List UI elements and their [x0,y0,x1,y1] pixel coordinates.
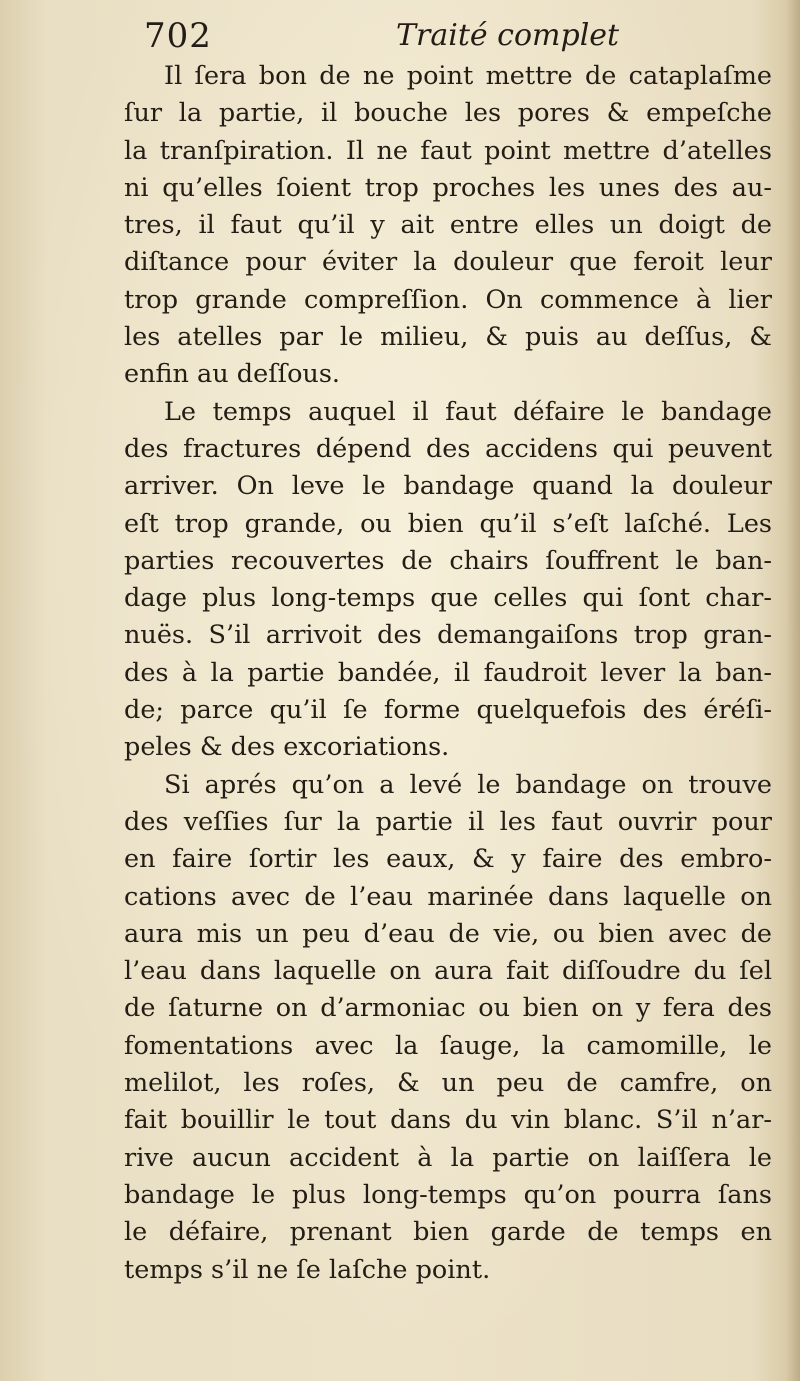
text-line: ni qu’elles ſoient trop proches les unes des au- [124,172,772,203]
text-line: l’eau dans laquelle on aura fait diſſoudre du ſel [124,956,772,987]
text-line: bandage le plus long-temps qu’on pourra ſans [124,1179,772,1210]
text-line: enfin au deſſous. [124,359,341,390]
text-line: temps s’il ne ſe laſche point. [124,1254,491,1285]
text-line: de ſaturne on d’armoniac ou bien on y fera des [124,993,772,1024]
text-line: Le temps auquel il faut défaire le bandage [164,396,772,427]
text-line: la tranſpiration. Il ne faut point mettre d’atelles [124,135,772,166]
text-line: parties recouvertes de chairs ſouffrent le ban- [124,545,772,576]
text-line: diſtance pour éviter la douleur que feroit leur [124,247,772,278]
text-line: les atelles par le milieu, & puis au deſſus, & [124,322,772,353]
text-line: des fractures dépend des accidens qui peuvent [124,433,772,464]
page-header [144,16,644,60]
text-line: arriver. On leve le bandage quand la douleur [124,471,772,502]
text-line: le défaire, prenant bien garde de temps en [124,1217,772,1248]
page-number: 702 [144,16,212,56]
text-line: trop grande compreſſion. On commence à lier [124,284,772,315]
text-line: fomentations avec la ſauge, la camomille, le [124,1030,772,1061]
text-line: fait bouillir le tout dans du vin blanc. S’il n’ar- [124,1105,772,1136]
text-line: des à la partie bandée, il faudroit lever la ban- [124,657,772,688]
running-title: Traité complet [396,18,620,53]
text-line: ſur la partie, il bouche les pores & empeſche [124,98,772,129]
text-line: des veſſies ſur la partie il les faut ouvrir pour [124,806,772,837]
text-line: tres, il faut qu’il y ait entre elles un doigt de [124,210,772,241]
body-text [124,58,772,1289]
text-line: dage plus long-temps que celles qui ſont char- [124,583,772,614]
text-line: Il ſera bon de ne point mettre de cataplaſme [164,61,772,91]
text-line: nuës. S’il arrivoit des demangaiſons trop gran- [124,620,772,651]
text-line: cations avec de l’eau marinée dans laquelle on [124,881,772,912]
text-line: aura mis un peu d’eau de vie, ou bien avec de [124,918,772,949]
text-line: en faire ſortir les eaux, & y faire des embro- [124,844,772,875]
text-line: de; parce qu’il ſe forme quelquefois des éréſi- [124,695,772,726]
text-line: eſt trop grande, ou bien qu’il s’eſt laſché. Les [124,508,772,539]
text-line: melilot, les roſes, & un peu de camfre, on [124,1068,772,1099]
text-line: Si aprés qu’on a levé le bandage on trouve [164,769,772,800]
text-line: peles & des excoriations. [124,732,450,763]
text-line: rive aucun accident à la partie on laiſſera le [124,1142,772,1173]
